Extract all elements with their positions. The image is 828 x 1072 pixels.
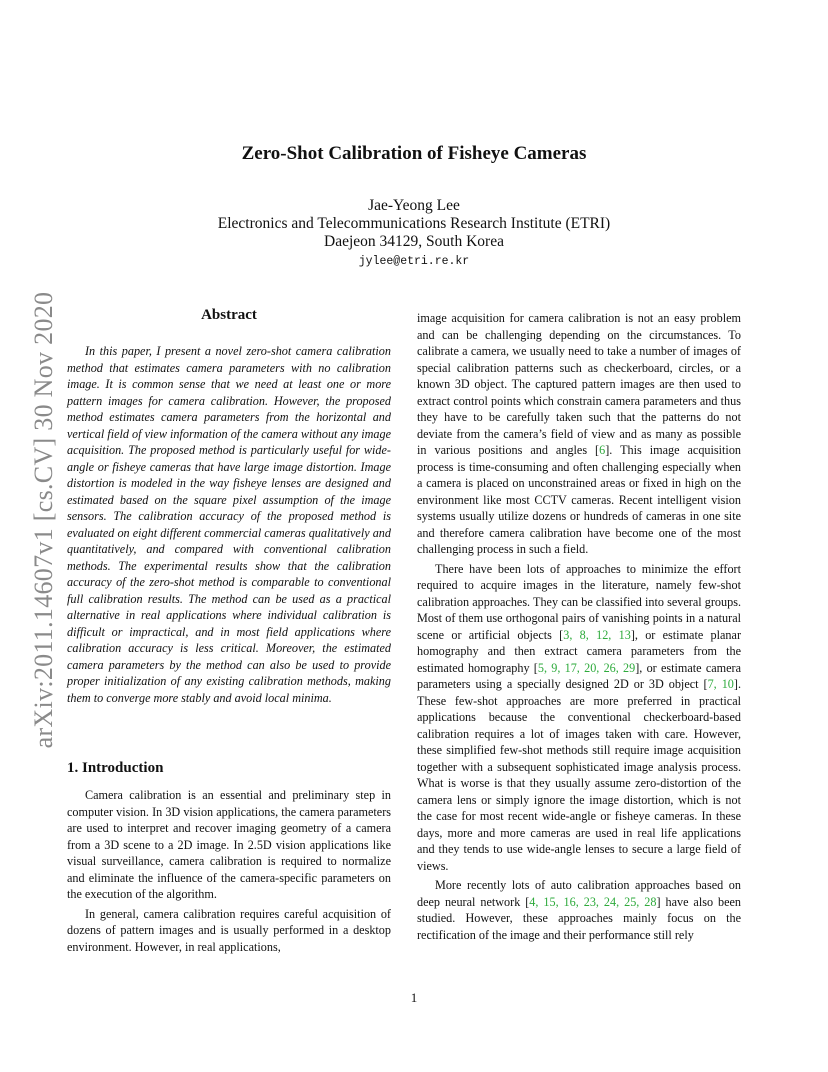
citation-link[interactable]: 7, 10 xyxy=(707,677,734,691)
text-segment: ], or estimate planar homography and then extract camera parameters from the estimated homography [ xyxy=(417,627,741,675)
text-segment: More recently lots of auto calibration approaches based on deep neural network [ xyxy=(417,878,741,909)
author-block xyxy=(0,197,828,268)
right-paragraph-3 xyxy=(417,877,741,943)
author-affiliation: Electronics and Telecommunications Research Institute (ETRI) xyxy=(217,215,611,232)
text-segment: There have been lots of approaches to minimize the effort required to acquire images in the literature, namely few-shot calibration approaches. They can be classified into several groups. Most of them use orthogonal pairs of vanishing points in a natural scene or artificial objects [ xyxy=(417,561,741,642)
citation-link[interactable]: 3, 8, 12, 13 xyxy=(563,627,631,642)
arxiv-identifier-stamp: arXiv:2011.14607v1 [cs.CV] 30 Nov 2020 xyxy=(29,291,58,749)
citation-link[interactable]: 4, 15, 16, 23, 24, 25, 28 xyxy=(529,894,657,909)
right-paragraph-1 xyxy=(417,310,741,558)
abstract-heading: Abstract xyxy=(201,307,257,323)
introduction-body xyxy=(67,787,391,955)
author-name: Jae-Yeong Lee xyxy=(368,197,460,214)
author-email: jylee@etri.re.kr xyxy=(358,255,470,268)
paper-title: Zero-Shot Calibration of Fisheye Cameras xyxy=(241,143,587,164)
citation-link[interactable]: 5, 9, 17, 20, 26, 29 xyxy=(537,660,636,675)
right-paragraph-2 xyxy=(417,561,741,875)
intro-paragraph-1: Camera calibration is an essential and preliminary step in computer vision. In 3D vision applications, the camera parameters are used to interpret and recover imaging geometry of a camera from a 3D scene to a 2D image. In 2.5D vision applications like visual surveillance, camera calibration is required to normalize and eliminate the influence of the camera-specific parameters on the execution of the algorithm. xyxy=(67,788,391,901)
text-segment: ], or estimate camera parameters using a specially designed 2D or 3D object [ xyxy=(417,660,741,691)
citation-link[interactable]: 6 xyxy=(599,443,606,457)
introduction-heading: 1. Introduction xyxy=(67,760,164,776)
right-column-body xyxy=(417,310,741,943)
text-segment: ]. These few-shot approaches are more preferred in practical applications because the conventional checkerboard-based calibration requires a lot of images taken with care. However, these simplified few-shot methods still require image acquisition together with a subsequent sophisticated image analysis process. What is worse is that they usually assume zero-distortion of the camera lens or simply ignore the image distortion, which is not the case for most recent wide-angle or fisheye cameras. In these days, more and more cameras are used in real life applications and they tends to use wide-angle lenses to secure a large field of views. xyxy=(417,677,742,873)
intro-paragraph-2: In general, camera calibration requires careful acquisition of dozens of pattern images and is usually performed in a desktop environment. However, in real applications, xyxy=(67,906,391,954)
author-address: Daejeon 34129, South Korea xyxy=(324,233,504,250)
text-segment: ] have also been studied. However, these approaches mainly focus on the rectification of the image and their performance still rely xyxy=(417,894,742,942)
text-segment: image acquisition for camera calibration is not an easy problem and can be challenging depending on the circumstances. To calibrate a camera, we usually need to take a number of images of special calibration patterns such as checkerboard, circles, or a known 3D object. The captured pattern images are then used to extract control points which constrain camera parameters and thus they have to be carefully taken such that the patterns do not deviate from the camera’s field of view and as many as possible in various positions and angles [ xyxy=(417,311,741,457)
abstract-paragraph: In this paper, I present a novel zero-shot camera calibration method that estimates camera parameters with no calibration image. It is common sense that we need at least one or more pattern images for camera calibration. However, the proposed method estimates camera parameters from the horizontal and vertical field of view information of the camera without any image acquisition. The proposed method is particularly useful for wide-angle or fisheye cameras that have large image distortion. Image distortion is modeled in the way fisheye lenses are designed and estimated based on the square pixel assumption of the image sensors. The calibration accuracy of the proposed method is evaluated on eight different commercial cameras qualitatively and quantitatively, and compared with conventional calibration methods. The experimental results show that the calibration accuracy of the zero-shot method is comparable to conventional full calibration results. The method can be used as a practical alternative in real applications where individual calibration is difficult or impractical, and in most field applications where calibration accuracy is less critical. Moreover, the estimated camera parameters by the method can also be used to provide proper initialization of any existing calibration methods, making them to converge more stably and avoid local minima. xyxy=(67,344,391,705)
text-segment: ]. This image acquisition process is time-consuming and often challenging especially when a camera is placed on unconstrained areas or fixed in high on the environment like most CCTV cameras. Recent intelligent vision systems usually utilize dozens or hundreds of cameras in one site and therefore camera calibration have become one of the most challenging process in such a field. xyxy=(417,443,742,556)
abstract-body xyxy=(67,343,391,706)
page-number: 1 xyxy=(410,990,418,1005)
